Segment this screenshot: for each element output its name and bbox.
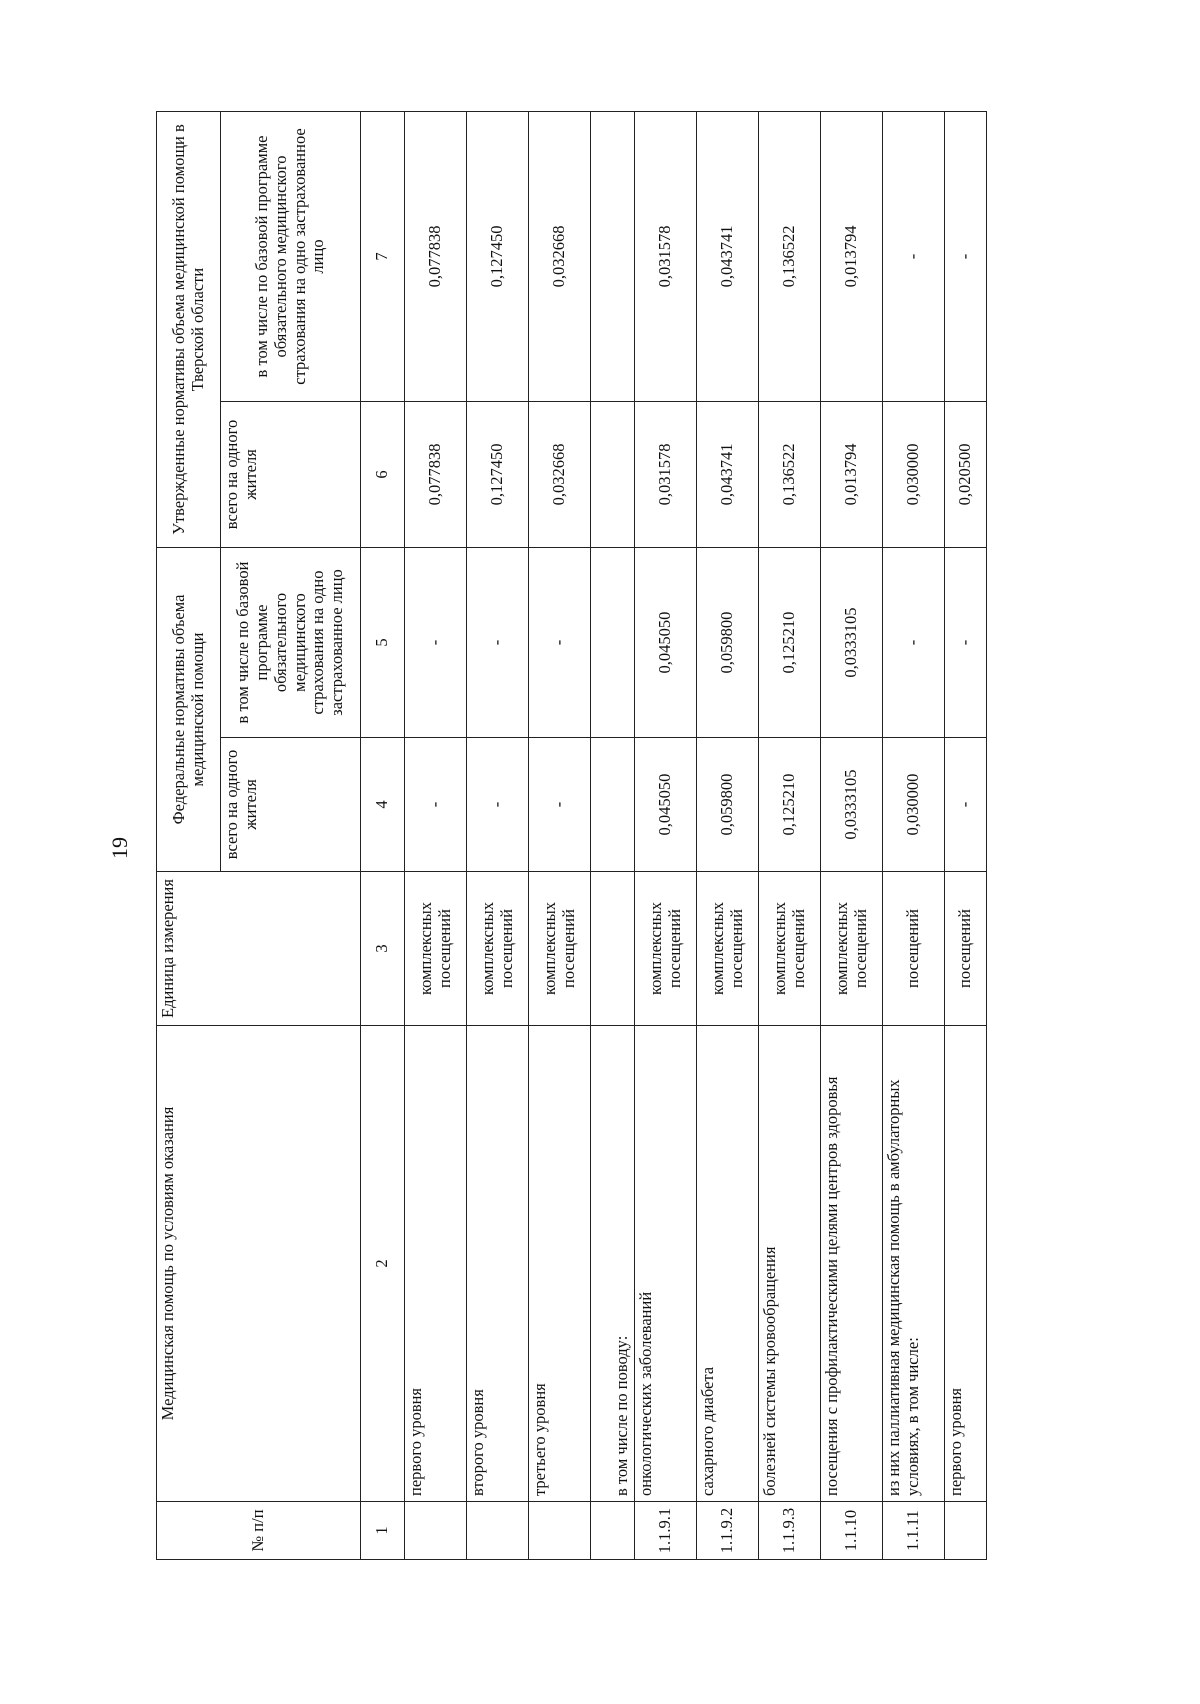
row-unit: комплексных посещений (697, 872, 759, 1026)
row-unit: комплексных посещений (467, 872, 529, 1026)
header-unit: Единица измерения (157, 872, 361, 1026)
col-number-2: 2 (361, 1026, 405, 1502)
row-federal-oms: 0,045050 (635, 547, 697, 737)
table-row (405, 111, 467, 1559)
row-name: второго уровня (467, 1026, 529, 1502)
row-federal-oms: 0,125210 (759, 547, 821, 737)
row-name: третьего уровня (529, 1026, 591, 1502)
row-federal-oms: 0,0333105 (821, 547, 883, 737)
row-num: 1.1.10 (821, 1502, 883, 1560)
row-federal-total: - (945, 738, 987, 872)
row-num: 1.1.9.1 (635, 1502, 697, 1560)
row-tver-oms: 0,043741 (697, 111, 759, 401)
row-name: посещения с профилактическими целями центров здоровья (821, 1026, 883, 1502)
row-num (405, 1502, 467, 1560)
row-num: 1.1.9.3 (759, 1502, 821, 1560)
row-unit: посещений (883, 872, 945, 1026)
row-tver-total (591, 401, 635, 547)
table-row (467, 111, 529, 1559)
row-name: первого уровня (405, 1026, 467, 1502)
page-number: 19 (107, 837, 132, 859)
row-federal-oms: - (529, 547, 591, 737)
header-number: № п/п (157, 1502, 361, 1560)
row-tver-total: 0,020500 (945, 401, 987, 547)
header-tver-total: всего на одного жителя (221, 401, 361, 547)
row-num: 1.1.9.2 (697, 1502, 759, 1560)
row-tver-total: 0,077838 (405, 401, 467, 547)
row-federal-oms: - (883, 547, 945, 737)
row-federal-oms: - (945, 547, 987, 737)
table-row (945, 111, 987, 1559)
row-name: болезней системы кровообращения (759, 1026, 821, 1502)
table-row (591, 111, 635, 1559)
table-row (821, 111, 883, 1559)
row-federal-total: - (529, 738, 591, 872)
row-unit: комплексных посещений (635, 872, 697, 1026)
header-care-type: Медицинская помощь по условиям оказания (157, 1026, 361, 1502)
rotated-table-wrapper (156, 112, 1076, 1560)
table-row (529, 111, 591, 1559)
col-number-1: 1 (361, 1502, 405, 1560)
row-unit: комплексных посещений (821, 872, 883, 1026)
row-num (529, 1502, 591, 1560)
row-tver-oms: - (883, 111, 945, 401)
row-tver-oms: 0,032668 (529, 111, 591, 401)
header-federal-group: Федеральные нормативы объема медицинской помощи (157, 547, 221, 871)
row-name: в том числе по поводу: (591, 1026, 635, 1502)
row-federal-total: 0,030000 (883, 738, 945, 872)
row-name: сахарного диабета (697, 1026, 759, 1502)
row-federal-oms: - (467, 547, 529, 737)
col-number-4: 4 (361, 738, 405, 872)
row-federal-total: - (405, 738, 467, 872)
row-federal-oms (591, 547, 635, 737)
row-num (591, 1502, 635, 1560)
row-federal-total: 0,0333105 (821, 738, 883, 872)
row-unit: посещений (945, 872, 987, 1026)
row-tver-total: 0,030000 (883, 401, 945, 547)
row-num: 1.1.11 (883, 1502, 945, 1560)
row-num (467, 1502, 529, 1560)
table-row (697, 111, 759, 1559)
row-tver-total: 0,031578 (635, 401, 697, 547)
table-row (635, 111, 697, 1559)
volume-norms-table (156, 111, 987, 1560)
row-federal-oms: 0,059800 (697, 547, 759, 737)
row-federal-total (591, 738, 635, 872)
header-federal-total: всего на одного жителя (221, 738, 361, 872)
col-number-7: 7 (361, 111, 405, 401)
col-number-6: 6 (361, 401, 405, 547)
row-num (945, 1502, 987, 1560)
row-unit (591, 872, 635, 1026)
row-unit: комплексных посещений (529, 872, 591, 1026)
row-tver-total: 0,013794 (821, 401, 883, 547)
col-number-5: 5 (361, 547, 405, 737)
row-unit: комплексных посещений (759, 872, 821, 1026)
header-federal-oms: в том числе по базовой программе обязательного медицинского страхования на одно застрахованное лицо (221, 547, 361, 737)
row-tver-oms (591, 111, 635, 401)
row-tver-oms: 0,136522 (759, 111, 821, 401)
row-federal-total: - (467, 738, 529, 872)
row-tver-total: 0,032668 (529, 401, 591, 547)
row-name: онкологических заболеваний (635, 1026, 697, 1502)
row-name: из них паллиативная медицинская помощь в амбулаторных условиях, в том числе: (883, 1026, 945, 1502)
row-federal-total: 0,045050 (635, 738, 697, 872)
row-tver-total: 0,136522 (759, 401, 821, 547)
row-name: первого уровня (945, 1026, 987, 1502)
col-number-3: 3 (361, 872, 405, 1026)
row-federal-oms: - (405, 547, 467, 737)
row-tver-total: 0,127450 (467, 401, 529, 547)
table-row (883, 111, 945, 1559)
header-tver-group: Утвержденные нормативы объема медицинской помощи в Тверской области (157, 111, 221, 547)
table-row (759, 111, 821, 1559)
row-federal-total: 0,059800 (697, 738, 759, 872)
row-federal-total: 0,125210 (759, 738, 821, 872)
header-tver-oms: в том числе по базовой программе обязательного медицинского страхования на одно застрахованное лицо (221, 111, 361, 401)
row-tver-oms: 0,031578 (635, 111, 697, 401)
row-unit: комплексных посещений (405, 872, 467, 1026)
row-tver-oms: 0,077838 (405, 111, 467, 401)
row-tver-total: 0,043741 (697, 401, 759, 547)
row-tver-oms: 0,013794 (821, 111, 883, 401)
row-tver-oms: - (945, 111, 987, 401)
row-tver-oms: 0,127450 (467, 111, 529, 401)
